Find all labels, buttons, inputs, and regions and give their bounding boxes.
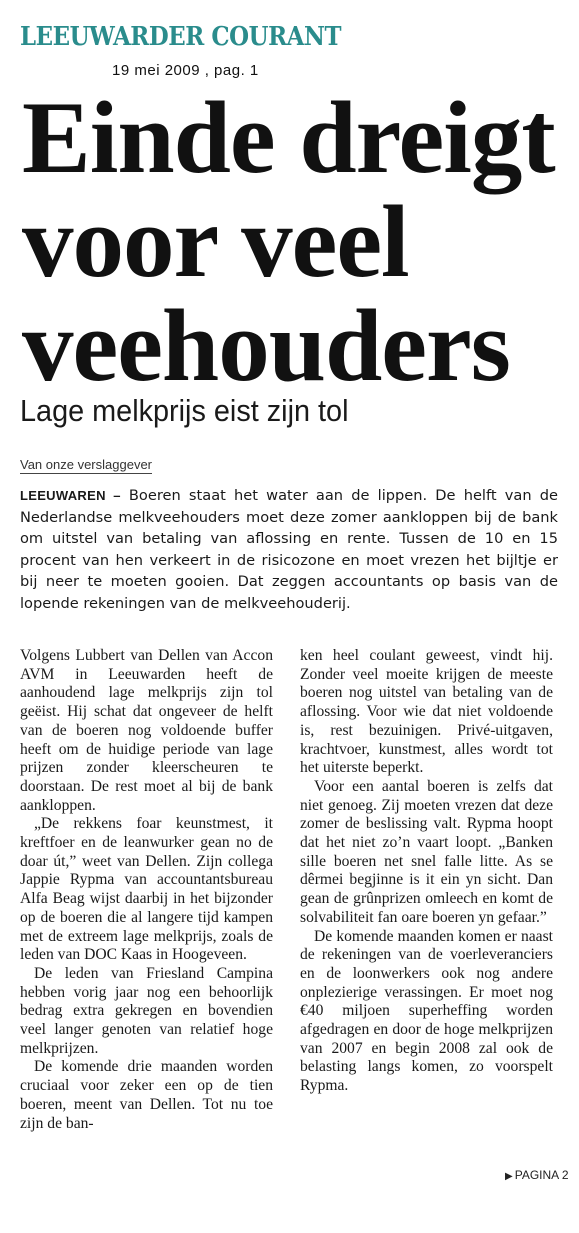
body-paragraph: „De rekkens foar keunstmest, it kreftfoer en de leanwurker gean no de doar út,” weet van Dellen. Zijn collega Jappie Rypma van accountantsbureau Alfa Beag wijst daarbij in het bijzonder op de boeren die al langere tijd kampen met de extreem lage melkprijs, zoals de leden van DOC Kaas in Hoogeveen. (20, 815, 273, 964)
triangle-right-icon: ▶ (505, 1171, 513, 1182)
body-paragraph: De komende maanden komen er naast de rekeningen van de voerleveranciers en de loonwerkers ook nog andere onplezierige verassingen. Er moet nog €40 miljoen superheffing worden afgedragen en door de hoge melkprijzen van 2007 en begin 2008 zal ook de belasting langs komen, zo voorspelt Rypma. (300, 927, 553, 1095)
body-column-2 (300, 647, 553, 1096)
body-paragraph: ken heel coulant geweest, vindt hij. Zonder veel moeite krijgen de meeste boeren nog uitstel van betaling van de aflossing. Voor wie dat niet voldoende is, rest bezuinigen. Privé-uitgaven, krachtvoer, kunstmest, alles wordt tot het uiterste beperkt. (300, 647, 553, 777)
continued-on-page-link (505, 1168, 569, 1182)
body-paragraph: Volgens Lubbert van Dellen van Accon AVM in Leeuwarden heeft de aanhoudend lage melkprijs zijn tol geëist. Hij schat dat ongeveer de helft van de boeren nog voldoende buffer heeft om de huidige periode van lage prijzen zonder kleerscheuren te doorstaan. De rest moet al bij de bank aankloppen. (20, 647, 273, 814)
headline-line-2: voor veel (22, 185, 409, 299)
newspaper-masthead: LEEUWARDER COURANT (20, 22, 342, 52)
headline-line-3: veehouders (22, 289, 510, 403)
article-subheadline: Lage melkprijs eist zijn tol (20, 393, 349, 428)
pagina-label: PAGINA 2 (514, 1168, 569, 1182)
article-headline (22, 81, 555, 403)
body-column-1 (20, 647, 273, 1133)
dateline-place: LEEUWAREN – (20, 488, 121, 503)
lead-paragraph (20, 485, 558, 614)
body-paragraph: De komende drie maanden worden cruciaal voor zeker een op de tien boeren, meent van Dellen. Tot nu toe zijn de ban- (20, 1058, 273, 1132)
byline: Van onze verslaggever (20, 457, 153, 472)
body-paragraph: De leden van Friesland Campina hebben vorig jaar nog een behoorlijk bedrag extra gekregen en bovendien veel langer genoten van relatief hoge melkprijzen. (20, 964, 273, 1057)
body-paragraph: Voor een aantal boeren is zelfs dat niet genoeg. Zij moeten vrezen dat deze zomer de beslissing valt. Rypma hoopt dat het niet zo’n vaart loopt. „Banken sille boeren net snel falle litte. As se dêrmei begjinne is it ein yn sicht. Dan gean de grûnprizen omleech en komt de solvabiliteit fan oare boeren yn gefaar.” (300, 777, 553, 926)
lead-text: Boeren staat het water aan de lippen. De helft van de Nederlandse melkveehouders moet deze zomer aankloppen bij de bank om uitstel van betaling van aflossing en rente. Tussen de 10 en 15 procent van hen verkeert in de risicozone en moet vrezen het bijltje er bij neer te moeten gooien. Dat zeggen accountants op basis van de lopende rekeningen van de melkveehouderij. (20, 487, 559, 612)
publication-date: 19 mei 2009 , pag. 1 (112, 62, 259, 79)
headline-line-1: Einde dreigt (22, 81, 555, 195)
